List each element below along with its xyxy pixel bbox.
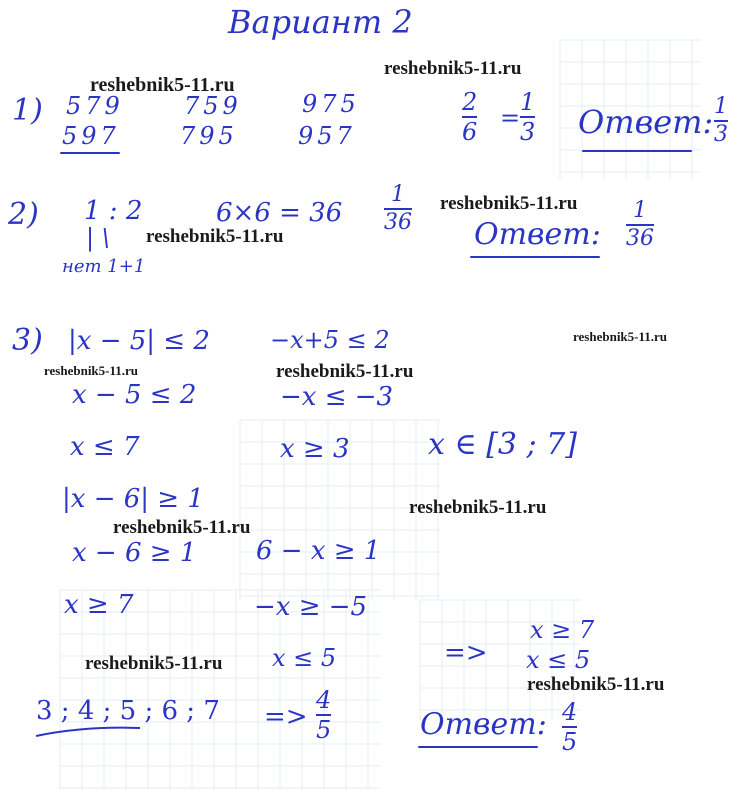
- watermark: reshebnik5-11.ru: [573, 329, 668, 344]
- watermark: reshebnik5-11.ru: [276, 361, 414, 382]
- task2-number: 2): [8, 197, 39, 232]
- task3-result2-c: x ≤ 5: [272, 644, 337, 672]
- fraction-numerator: 2: [462, 88, 478, 116]
- task2-note: нет 1+1: [62, 256, 146, 277]
- fraction-denominator: 36: [626, 226, 654, 251]
- task3-inequality2: |x − 6| ≥ 1: [62, 484, 204, 514]
- task2-answer-fraction: [626, 200, 654, 250]
- task1-equals: =: [500, 104, 521, 132]
- watermark: reshebnik5-11.ru: [44, 363, 139, 378]
- watermark: reshebnik5-11.ru: [409, 497, 547, 518]
- fraction-denominator: 5: [316, 716, 332, 744]
- watermark: reshebnik5-11.ru: [113, 517, 251, 538]
- watermark: reshebnik5-11.ru: [384, 58, 522, 79]
- answer-underline: [470, 256, 600, 258]
- task3-inequality2-b: 6 − x ≥ 1: [256, 536, 381, 566]
- fraction-numerator: 4: [316, 686, 332, 714]
- task3-result2-a: x ≥ 7: [64, 590, 134, 620]
- answer-underline: [582, 150, 692, 152]
- task1-pair3-bottom: 957: [298, 122, 356, 150]
- list-underline: [34, 722, 144, 742]
- task3-combo1: x ≥ 7: [530, 616, 595, 644]
- task3-fraction: [316, 688, 331, 742]
- task2-ratio: 1 : 2: [84, 196, 143, 226]
- task3-result1-a: x ≤ 7: [70, 432, 140, 462]
- task3-inequality1-a: x − 5 ≤ 2: [72, 380, 197, 410]
- answer-underline: [418, 746, 538, 748]
- page-title: Вариант 2: [228, 3, 413, 41]
- task3-result1-b: x ≥ 3: [280, 434, 350, 464]
- task2-branch: | \: [86, 224, 110, 252]
- task1-underline: [60, 152, 120, 154]
- task3-result2-b: −x ≥ −5: [254, 592, 368, 622]
- task3-arrow1: =>: [444, 638, 488, 668]
- watermark: reshebnik5-11.ru: [90, 74, 235, 96]
- fraction-numerator: 1: [391, 182, 405, 207]
- task2-probability: [384, 184, 412, 234]
- watermark: reshebnik5-11.ru: [440, 193, 578, 214]
- fraction-numerator: 1: [520, 88, 536, 116]
- task3-inequality1-b: −x+5 ≤ 2: [270, 326, 390, 354]
- watermark: reshebnik5-11.ru: [527, 674, 665, 695]
- watermark: reshebnik5-11.ru: [146, 226, 284, 247]
- task3-inequality1: |x − 5| ≤ 2: [68, 326, 210, 356]
- task2-product: 6×6 = 36: [216, 198, 343, 228]
- task3-answer-word: Ответ:: [420, 707, 547, 742]
- fraction-denominator: 3: [714, 122, 728, 147]
- task3-number: 3): [12, 323, 43, 358]
- task1-pair3-top: 975: [302, 90, 360, 118]
- watermark: reshebnik5-11.ru: [85, 653, 223, 674]
- fraction-denominator: 3: [520, 118, 536, 146]
- task3-combo2: x ≤ 5: [526, 646, 591, 674]
- task1-fraction-left: [462, 90, 477, 144]
- task3-inequality1-c: −x ≤ −3: [280, 382, 394, 412]
- fraction-denominator: 36: [384, 210, 412, 235]
- task1-answer-word: Ответ:: [578, 103, 714, 141]
- fraction-numerator: 1: [714, 94, 728, 119]
- fraction-denominator: 6: [462, 118, 478, 146]
- task1-pair2-top: 759: [184, 92, 242, 120]
- task1-fraction-right: [520, 90, 535, 144]
- task3-interval: x ∈ [3 ; 7]: [428, 427, 577, 462]
- task3-outcomes-list: 3 ; 4 ; 5 ; 6 ; 7: [36, 696, 220, 726]
- task1-number: 1): [12, 93, 43, 128]
- task3-inequality2-a: x − 6 ≥ 1: [72, 538, 197, 568]
- task3-answer-fraction: [562, 700, 577, 754]
- task3-arrow2: =>: [264, 702, 308, 732]
- fraction-denominator: 5: [562, 728, 578, 756]
- task1-pair1-top: 579: [66, 92, 124, 120]
- task1-pair1-bottom: 597: [62, 122, 120, 150]
- task1-answer-fraction: [714, 96, 728, 146]
- fraction-numerator: 4: [562, 698, 578, 726]
- task1-pair2-bottom: 795: [180, 122, 238, 150]
- task2-answer-word: Ответ:: [474, 217, 601, 252]
- fraction-numerator: 1: [633, 198, 647, 223]
